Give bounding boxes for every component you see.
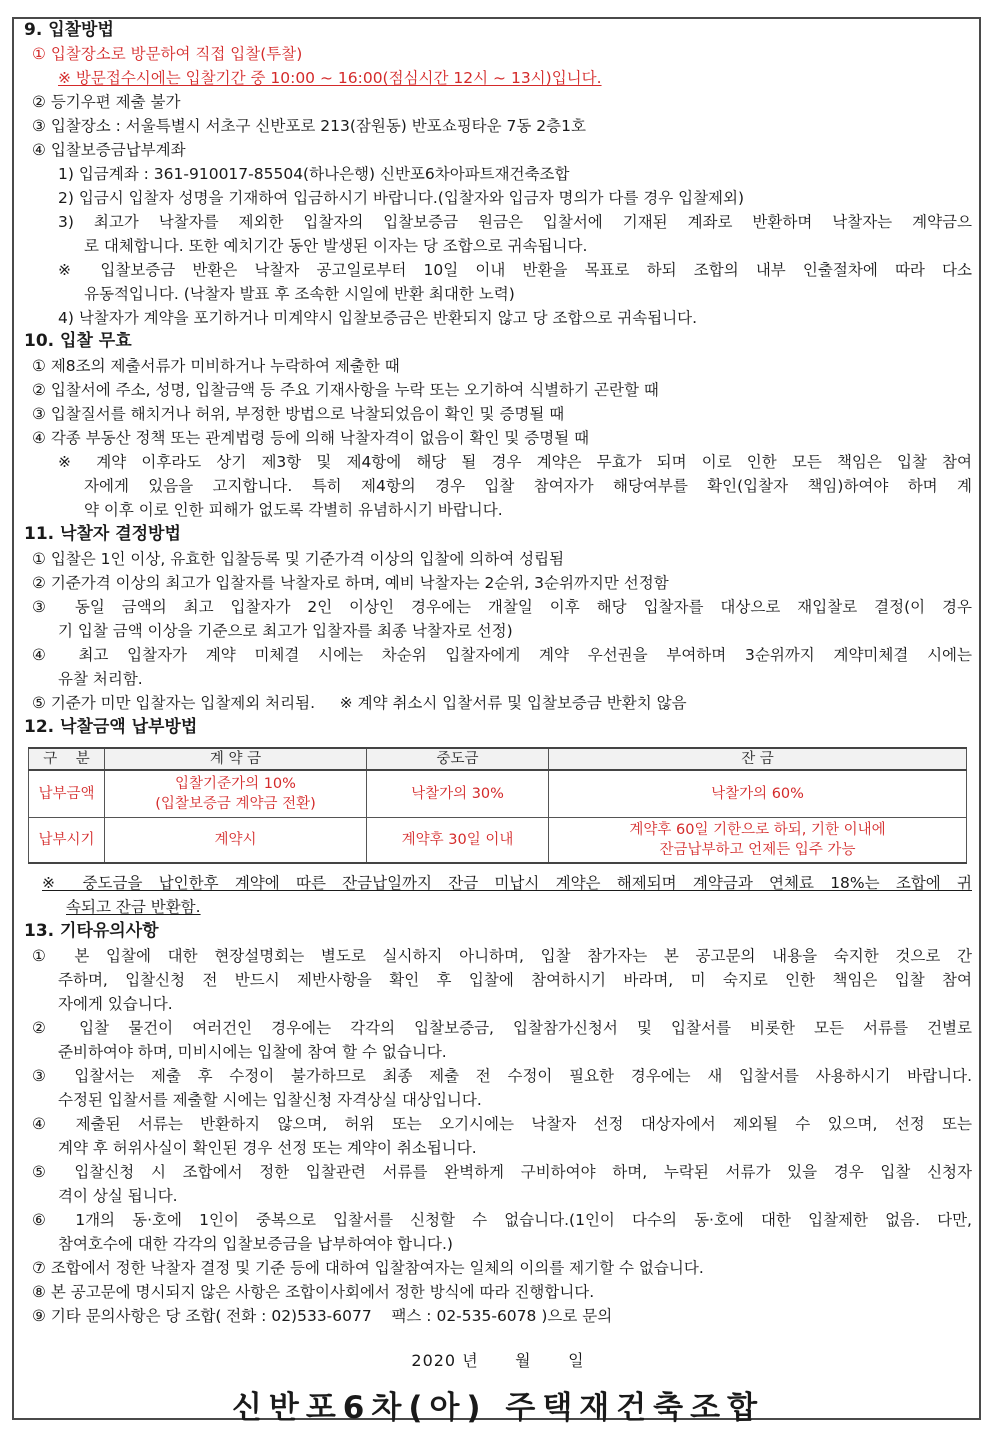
s13-item-2a: ② 입찰 물건이 여러건인 경우에는 각각의 입찰보증금, 입찰참가신청서 및 입찰서를 비롯한 모든 서류를 건별로 [32, 1019, 972, 1037]
header-interim: 중도금 [367, 748, 549, 770]
s13-item-6a: ⑥ 1개의 동·호에 1인이 중복으로 입찰서를 신청할 수 없습니다.(1인이 다수의 동·호에 대한 입찰제한 없음. 다만, [32, 1211, 972, 1229]
row-amount-deposit-line-2: (입찰보증금 계약금 전환) [155, 796, 316, 812]
s9-item-4: ④ 입찰보증금납부계좌 [32, 141, 186, 159]
s10-item-1: ① 제8조의 제출서류가 미비하거나 누락하여 제출한 때 [32, 357, 400, 375]
s9-item-4-4: 4) 낙찰자가 계약을 포기하거나 미계약시 입찰보증금은 반환되지 않고 당 조합으로 귀속됩니다. [58, 309, 698, 327]
s13-item-4a: ④ 제출된 서류는 반환하지 않으며, 허위 또는 오기시에는 낙찰자 선정 대상자에서 제외될 수 있으며, 선정 또는 [32, 1115, 972, 1133]
s13-item-6b: 참여호수에 대한 각각의 입찰보증금을 납부하여야 합니다.) [58, 1235, 453, 1253]
s9-item-4-note-a: ※ 입찰보증금 반환은 낙찰자 공고일로부터 10일 이내 반환을 목표로 하되 조합의 내부 인출절차에 따라 다소 [58, 261, 972, 279]
s9-item-1-note: ※ 방문접수시에는 입찰기간 중 10:00 ~ 16:00(점심시간 12시 ~ 13시)입니다. [58, 69, 602, 87]
s9-item-4-note-b: 유동적입니다. (낙찰자 발표 후 조속한 시일에 반환 최대한 노력) [84, 285, 515, 303]
announcement-date: 2020 년 월 일 [411, 1351, 585, 1370]
s10-note-b: 자에게 있음을 고지합니다. 특히 제4항의 경우 입찰 참여자가 해당여부를 확인(입찰자 책임)하여야 하며 계 [84, 477, 972, 495]
s13-item-4b: 계약 후 허위사실이 확인된 경우 선정 또는 계약이 취소됩니다. [58, 1139, 477, 1157]
row-amount-deposit [105, 770, 367, 818]
s9-item-2: ② 등기우편 제출 불가 [32, 93, 181, 111]
s9-item-3: ③ 입찰장소 : 서울특별시 서초구 신반포로 213(잠원동) 반포쇼핑타운 7동 2층1호 [32, 117, 586, 135]
payment-table-row-amount [29, 770, 967, 818]
s9-item-1: ① 입찰장소로 방문하여 직접 입찰(투찰) [32, 45, 303, 63]
section-10-title: 10. 입찰 무효 [24, 331, 132, 351]
s13-item-3a: ③ 입찰서는 제출 후 수정이 불가하므로 최종 제출 전 수정이 필요한 경우에는 새 입찰서를 사용하시기 바랍니다. [32, 1067, 972, 1085]
row-timing-label: 납부시기 [29, 818, 105, 864]
s9-item-4-1: 1) 입금계좌 : 361-910017-85504(하나은행) 신반포6차아파트재건축조합 [58, 165, 570, 183]
s9-item-4-3a: 3) 최고가 낙찰자를 제외한 입찰자의 입찰보증금 원금은 입찰서에 기재된 계좌로 반환하며 낙찰자는 계약금으 [58, 213, 972, 231]
s13-item-2b: 준비하여야 하며, 미비시에는 입찰에 참여 할 수 없습니다. [58, 1043, 447, 1061]
s13-item-7: ⑦ 조합에서 정한 낙찰자 결정 및 기준 등에 대하여 입찰참여자는 일체의 이의를 제기할 수 없습니다. [32, 1259, 704, 1277]
header-balance: 잔 금 [549, 748, 967, 770]
s10-note-a: ※ 계약 이후라도 상기 제3항 및 제4항에 해당 될 경우 계약은 무효가 되며 이로 인한 모든 책임은 입찰 참여 [58, 453, 972, 471]
row-amount-label: 납부금액 [29, 770, 105, 818]
payment-table-header-row [29, 748, 967, 770]
s11-item-5: ⑤ 기준가 미만 입찰자는 입찰제외 처리됨. ※ 계약 취소시 입찰서류 및 입찰보증금 반환치 않음 [32, 694, 687, 712]
s10-note-c: 약 이후 이로 인한 피해가 없도록 각별히 유념하시기 바랍니다. [84, 501, 503, 519]
row-amount-interim: 낙찰가의 30% [367, 770, 549, 818]
row-timing-balance [549, 818, 967, 864]
s11-item-1: ① 입찰은 1인 이상, 유효한 입찰등록 및 기준가격 이상의 입찰에 의하여 성립됨 [32, 550, 565, 568]
s10-item-4: ④ 각종 부동산 정책 또는 관계법령 등에 의해 낙찰자격이 없음이 확인 및 증명될 때 [32, 429, 590, 447]
s13-item-1b: 주하며, 입찰신청 전 반드시 제반사항을 확인 후 입찰에 참여하시기 바라며, 미 숙지로 인한 책임은 입찰 참여 [58, 971, 972, 989]
header-category: 구 분 [29, 748, 105, 770]
s11-item-3a: ③ 동일 금액의 최고 입찰자가 2인 이상인 경우에는 개찰일 이후 해당 입찰자를 대상으로 재입찰로 결정(이 경우 [32, 598, 972, 616]
s12-note-a: ※ 중도금을 납인한후 계약에 따른 잔금납일까지 잔금 미납시 계약은 해제되며 계약금과 연체료 18%는 조합에 귀 [42, 874, 972, 892]
row-timing-balance-line-1: 계약후 60일 기한으로 하되, 기한 이내에 [629, 822, 886, 838]
row-amount-deposit-line-1: 입찰기준가의 10% [175, 776, 296, 792]
s13-item-1a: ① 본 입찰에 대한 현장설명회는 별도로 실시하지 아니하며, 입찰 참가자는 본 공고문의 내용을 숙지한 것으로 간 [32, 947, 972, 965]
s10-item-3: ③ 입찰질서를 해치거나 허위, 부정한 방법으로 낙찰되었음이 확인 및 증명될 때 [32, 405, 565, 423]
s13-item-5b: 격이 상실 됩니다. [58, 1187, 178, 1205]
payment-table [28, 747, 967, 864]
section-12-title: 12. 낙찰금액 납부방법 [24, 717, 198, 737]
row-timing-deposit: 계약시 [105, 818, 367, 864]
s11-item-4b: 유찰 처리함. [58, 670, 143, 688]
s9-item-4-2: 2) 입금시 입찰자 성명을 기재하여 입금하시기 바랍니다.(입찰자와 입금자 명의가 다를 경우 입찰제외) [58, 189, 745, 207]
s13-item-8: ⑧ 본 공고문에 명시되지 않은 사항은 조합이사회에서 정한 방식에 따라 진행합니다. [32, 1283, 595, 1301]
s13-item-5a: ⑤ 입찰신청 시 조합에서 정한 입찰관련 서류를 완벽하게 구비하여야 하며, 누락된 서류가 있을 경우 입찰 신청자 [32, 1163, 972, 1181]
section-13-title: 13. 기타유의사항 [24, 921, 159, 941]
row-timing-interim: 계약후 30일 이내 [367, 818, 549, 864]
organization-name: 신반포6차(아) 주택재건축조합 [231, 1390, 765, 1426]
s11-item-2: ② 기준가격 이상의 최고가 입찰자를 낙찰자로 하며, 예비 낙찰자는 2순위, 3순위까지만 선정함 [32, 574, 669, 592]
s13-item-1c: 자에게 있습니다. [58, 995, 173, 1013]
payment-table-row-timing [29, 818, 967, 864]
s13-item-9: ⑨ 기타 문의사항은 당 조합( 전화 : 02)533-6077 팩스 : 02-535-6078 )으로 문의 [32, 1307, 613, 1325]
s12-note-b: 속되고 잔금 반환함. [66, 898, 201, 916]
row-timing-balance-line-2: 잔금납부하고 언제든 입주 가능 [659, 842, 856, 858]
s9-item-4-3b: 로 대체합니다. 또한 예치기간 동안 발생된 이자는 당 조합으로 귀속됩니다. [84, 237, 588, 255]
s11-item-4a: ④ 최고 입찰자가 계약 미체결 시에는 차순위 입찰자에게 계약 우선권을 부여하며 3순위까지 계약미체결 시에는 [32, 646, 972, 664]
header-deposit: 계 약 금 [105, 748, 367, 770]
s13-item-3b: 수정된 입찰서를 제출할 시에는 입찰신청 자격상실 대상입니다. [58, 1091, 482, 1109]
row-amount-balance: 낙찰가의 60% [549, 770, 967, 818]
section-9-title: 9. 입찰방법 [24, 20, 114, 40]
section-11-title: 11. 낙찰자 결정방법 [24, 524, 181, 544]
s11-item-3b: 기 입찰 금액 이상을 기준으로 최고가 입찰자를 최종 낙찰자로 선정) [58, 622, 513, 640]
s10-item-2: ② 입찰서에 주소, 성명, 입찰금액 등 주요 기재사항을 누락 또는 오기하여 식별하기 곤란할 때 [32, 381, 659, 399]
